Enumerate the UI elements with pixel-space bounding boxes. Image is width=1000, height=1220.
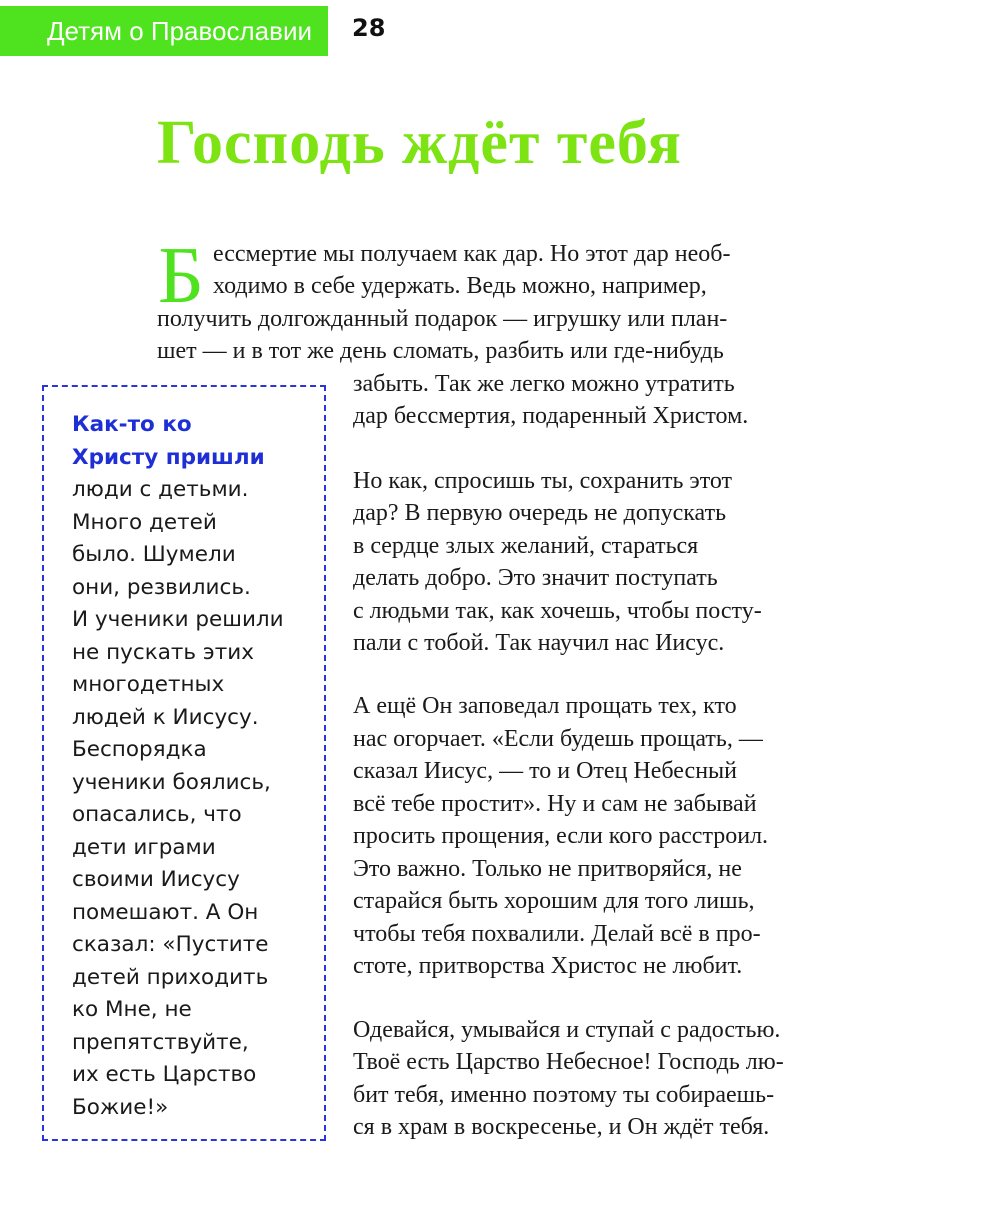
- body-line: забыть. Так же легко можно утратить: [353, 371, 735, 397]
- sidebar-line: помешают. А Он: [72, 899, 259, 925]
- body-line: ся в храм в воскресенье, и Он ждёт тебя.: [353, 1114, 770, 1140]
- body-line: всё тебе простит». Ну и сам не забывай: [353, 791, 757, 817]
- article-title: Господь ждёт тебя: [157, 109, 682, 177]
- body-line: пали с тобой. Так научил нас Иисус.: [353, 630, 725, 656]
- body-line: просить прощения, если кого расстроил.: [353, 823, 769, 849]
- sidebar-line: людей к Иисусу.: [72, 704, 259, 730]
- body-line: чтобы тебя похвалили. Делай всё в про-: [353, 921, 761, 947]
- body-line: бит тебя, именно поэтому ты собираешь-: [353, 1082, 775, 1108]
- sidebar-line: ученики боялись,: [72, 769, 271, 795]
- sidebar-line: не пускать этих: [72, 639, 254, 665]
- sidebar-line: Много детей: [72, 509, 217, 535]
- body-line: Одевайся, умывайся и ступай с радостью.: [353, 1017, 781, 1043]
- sidebar-line: ко Мне, не: [72, 997, 192, 1022]
- sidebar-line: их есть Царство: [72, 1062, 257, 1087]
- body-line: стоте, притворства Христос не любит.: [353, 953, 743, 979]
- sidebar-line: многодетных: [72, 672, 225, 697]
- sidebar-line: детей приходить: [72, 964, 269, 990]
- sidebar-line: сказал: «Пустите: [72, 932, 269, 957]
- body-line: сказал Иисус, — то и Отец Небесный: [353, 758, 738, 784]
- sidebar-lead-line: Как-то ко: [72, 412, 192, 437]
- body-line: ходимо в себе удержать. Ведь можно, например,: [213, 273, 707, 299]
- sidebar-lead-line: Христу пришли: [72, 444, 265, 470]
- body-line: с людьми так, как хочешь, чтобы посту-: [353, 598, 762, 624]
- body-line: шет — и в тот же день сломать, разбить или где-нибудь: [157, 338, 724, 364]
- sidebar-line: препятствуйте,: [72, 1029, 249, 1055]
- sidebar-line: Божие!»: [72, 1094, 169, 1120]
- sidebar-line: люди с детьми.: [72, 477, 249, 502]
- sidebar-line: своими Иисусу: [72, 867, 240, 892]
- body-line: старайся быть хорошим для того лишь,: [353, 888, 755, 914]
- body-line: нас огорчает. «Если будешь прощать, —: [353, 726, 763, 752]
- body-line: делать добро. Это значит поступать: [353, 565, 718, 591]
- sidebar-line: дети играми: [72, 834, 216, 860]
- body-line: Это важно. Только не притворяйся, не: [353, 856, 742, 882]
- body-line: дар бессмертия, подаренный Христом.: [353, 403, 749, 429]
- body-line: Но как, спросишь ты, сохранить этот: [353, 468, 733, 494]
- page-number: 28: [352, 14, 386, 42]
- body-line: Твоё есть Царство Небесное! Господь лю-: [353, 1049, 784, 1075]
- body-line: получить долгожданный подарок — игрушку или план-: [157, 306, 728, 332]
- sidebar-line: Беспорядка: [72, 737, 207, 762]
- sidebar-line: они, резвились.: [72, 574, 251, 600]
- sidebar-line: опасались, что: [72, 802, 242, 827]
- section-label: Детям о Православии: [46, 15, 312, 46]
- drop-cap: Б: [158, 232, 204, 320]
- sidebar-line: было. Шумели: [72, 542, 236, 567]
- body-line: А ещё Он заповедал прощать тех, кто: [353, 693, 737, 719]
- sidebar-text: [72, 409, 284, 1124]
- body-line: дар? В первую очередь не допускать: [353, 500, 727, 526]
- body-line: в сердце злых желаний, стараться: [353, 533, 699, 559]
- section-header-tab: [0, 6, 328, 56]
- sidebar-line: И ученики решили: [72, 607, 284, 632]
- body-line: ессмертие мы получаем как дар. Но этот дар необ-: [213, 241, 731, 267]
